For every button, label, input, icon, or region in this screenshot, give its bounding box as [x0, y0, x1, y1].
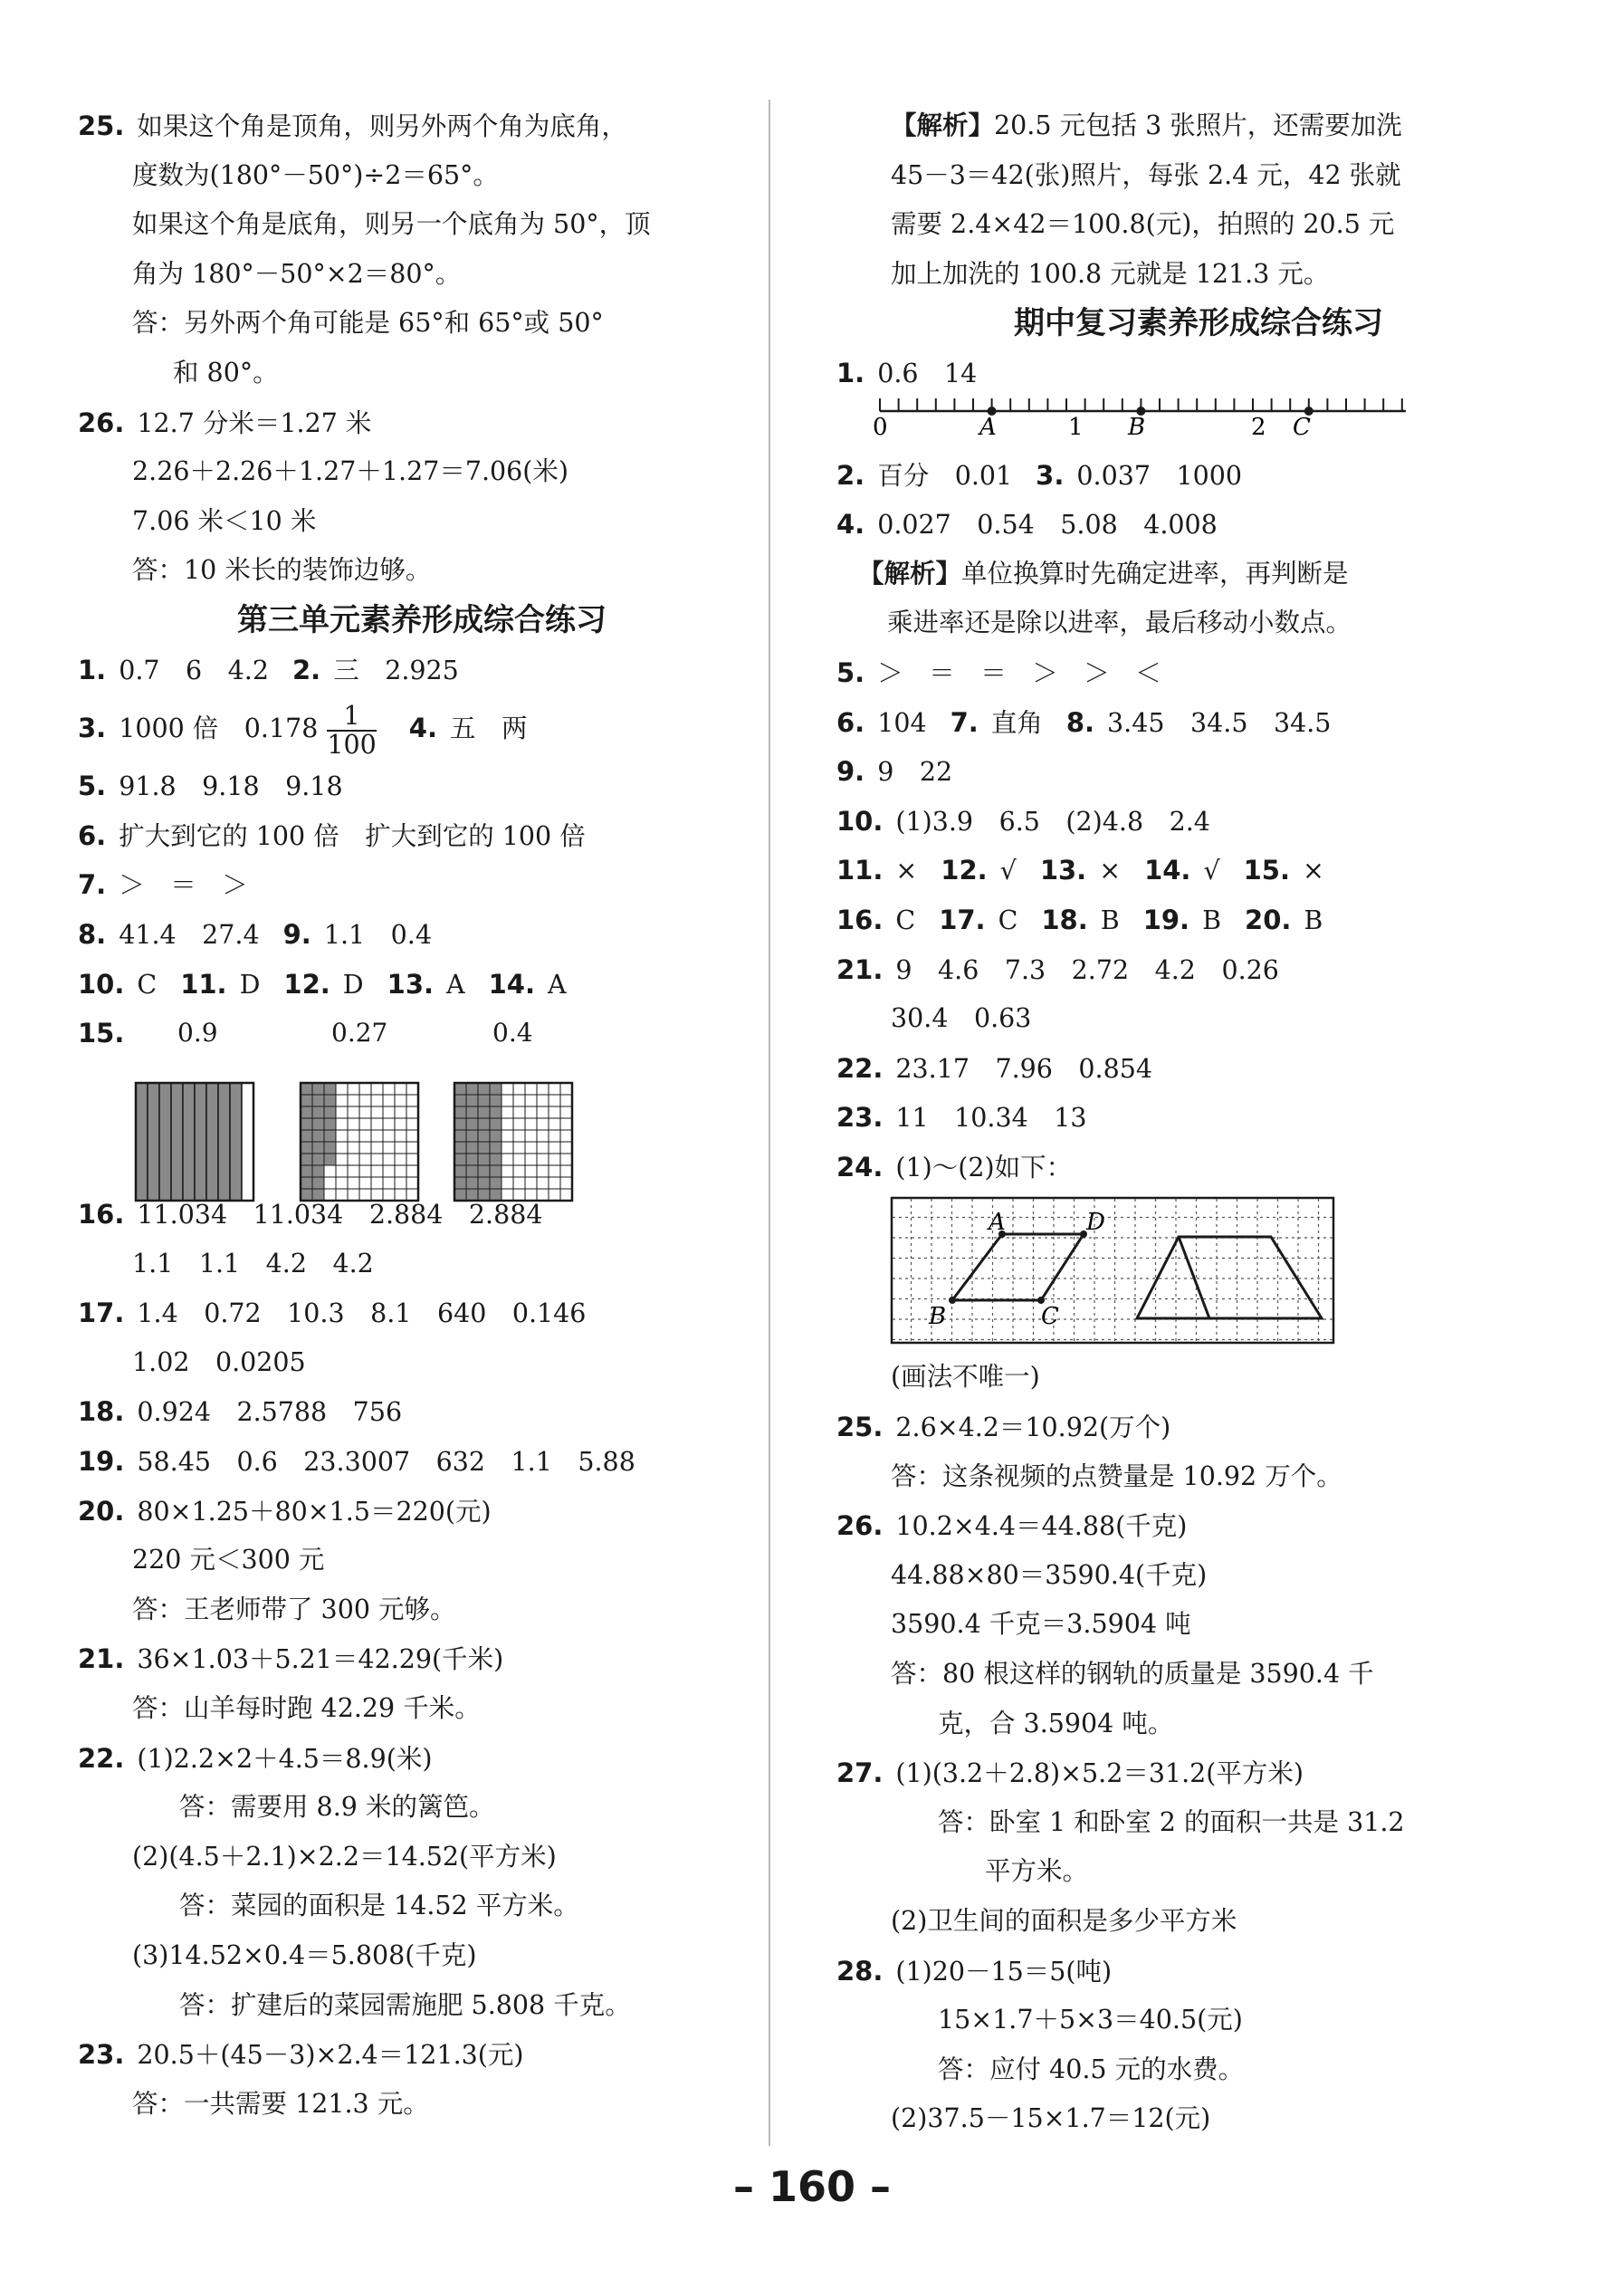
grid-cell — [312, 1118, 324, 1130]
grid-cell — [549, 1177, 560, 1189]
q26-line2: 2.26＋2.26＋1.27＋1.27＝7.06(米) — [132, 456, 569, 487]
grid-cell — [406, 1118, 418, 1130]
grid-cell — [371, 1142, 383, 1154]
grid-cell — [549, 1118, 560, 1130]
grid-cell — [490, 1095, 502, 1106]
grid-cell — [513, 1106, 525, 1118]
grid1-label: 0.9 — [177, 1018, 218, 1049]
b22: 22. 23.17 7.96 0.854 — [836, 1052, 1153, 1084]
grid-cell — [312, 1130, 324, 1142]
grid-cell — [478, 1095, 490, 1106]
axis-label-2: 2 — [1251, 413, 1266, 441]
grid-cell — [312, 1083, 324, 1095]
grid-cell — [466, 1177, 478, 1189]
grid-cell — [336, 1130, 348, 1142]
grid-cell — [490, 1165, 502, 1177]
grid-cell — [502, 1083, 513, 1095]
b25-line1: 25. 2.6×4.2＝10.92(万个) — [836, 1412, 1171, 1443]
ans-22-line3: (2)(4.5＋2.1)×2.2＝14.52(平方米) — [132, 1841, 557, 1872]
grid-strip — [183, 1083, 195, 1201]
grid-cell — [537, 1106, 549, 1118]
decimal-grids — [132, 1083, 675, 1206]
fraction-one-hundredth: $\frac{1}{100}$ — [327, 700, 377, 760]
grid-cell — [560, 1118, 572, 1130]
grid-strip — [171, 1083, 183, 1201]
grid-cell — [466, 1142, 478, 1154]
grid-cell — [301, 1177, 312, 1189]
grid-cell — [312, 1154, 324, 1165]
grid-cell — [371, 1095, 383, 1106]
grid-cell — [406, 1095, 418, 1106]
q25-line6: 和 80°。 — [173, 357, 279, 388]
grid-cell — [525, 1118, 537, 1130]
grid-cell — [502, 1177, 513, 1189]
grid-cell — [312, 1095, 324, 1106]
grid-cell — [359, 1095, 371, 1106]
grid-cell — [395, 1095, 406, 1106]
grid-cell — [324, 1177, 336, 1189]
grid-cell — [537, 1142, 549, 1154]
grid-strip — [206, 1083, 218, 1201]
grid-cell — [324, 1142, 336, 1154]
grid-cell — [466, 1083, 478, 1095]
grid-cell — [324, 1083, 336, 1095]
grid-cell — [371, 1106, 383, 1118]
grid-cell — [549, 1095, 560, 1106]
grid-cell — [466, 1154, 478, 1165]
b25-line2: 答：这条视频的点赞量是 10.92 万个。 — [891, 1460, 1342, 1491]
grid-cell — [395, 1106, 406, 1118]
point-label-b: B — [929, 1303, 947, 1331]
jx23-line2: 45－3＝42(张)照片，每张 2.4 元，42 张就 — [891, 159, 1401, 190]
grid-cell — [502, 1106, 513, 1118]
grid-cell — [301, 1130, 312, 1142]
grid-cell — [371, 1154, 383, 1165]
ans-20-line2: 220 元＜300 元 — [132, 1545, 325, 1575]
grid-cell — [502, 1154, 513, 1165]
b27-line4: (2)卫生间的面积是多少平方米 — [891, 1906, 1237, 1936]
grid-cell — [395, 1130, 406, 1142]
b5: 5. ＞ ＝ ＝ ＞ ＞ ＜ — [836, 656, 1161, 688]
b24-figure — [836, 1192, 1561, 1353]
ans-20-line3: 答：王老师带了 300 元够。 — [132, 1594, 456, 1624]
grid-cell — [359, 1177, 371, 1189]
parallelogram-trapezoid-grid — [891, 1197, 1334, 1344]
b28-line2: 15×1.7＋5×3＝40.5(元) — [938, 2005, 1243, 2035]
grid-cell — [301, 1083, 312, 1095]
grid-cell — [324, 1165, 336, 1177]
grid-strip — [218, 1083, 230, 1201]
grid-cell — [371, 1177, 383, 1189]
grid-cell — [513, 1130, 525, 1142]
grid-cell — [454, 1083, 466, 1095]
grid-frame — [892, 1198, 1333, 1343]
grid-cell — [560, 1165, 572, 1177]
column-divider — [769, 100, 770, 2146]
grid-cell — [301, 1095, 312, 1106]
grid-cell — [348, 1083, 359, 1095]
grid-cell — [383, 1106, 395, 1118]
grid-cell — [549, 1130, 560, 1142]
grid-cell — [383, 1083, 395, 1095]
ans-17-line2: 1.02 0.0205 — [132, 1346, 306, 1377]
grid-cell — [383, 1154, 395, 1165]
grid-cell — [525, 1083, 537, 1095]
grid-cell — [537, 1118, 549, 1130]
grid-cell — [466, 1130, 478, 1142]
grid-cell — [348, 1154, 359, 1165]
decimal-grid — [136, 1083, 253, 1201]
b24-note: (画法不唯一) — [891, 1362, 1040, 1393]
grid-cell — [348, 1177, 359, 1189]
grid-cell — [560, 1142, 572, 1154]
axis-label-b: B — [1128, 413, 1146, 441]
grid-cell — [301, 1106, 312, 1118]
ans-3-4: 3. 1000 倍 0.178 $\frac{1}{100}$ 4. 五 两 — [78, 700, 528, 760]
grid-cell — [371, 1130, 383, 1142]
q25-line5: 答：另外两个角可能是 65°和 65°或 50° — [132, 308, 604, 339]
q25-line1: 25. 如果这个角是顶角，则另外两个角为底角， — [78, 110, 627, 141]
grid-cell — [513, 1118, 525, 1130]
jx23-line1: 【解析】20.5 元包括 3 张照片，还需要加洗 — [891, 110, 1402, 140]
axis-label-0: 0 — [873, 413, 888, 441]
grid-cell — [301, 1154, 312, 1165]
grid-cell — [537, 1130, 549, 1142]
b1: 1. 0.6 14 — [836, 357, 978, 388]
b26-line5: 克，合 3.5904 吨。 — [938, 1708, 1174, 1738]
b4: 4. 0.027 0.54 5.08 4.008 — [836, 509, 1218, 541]
grid-cell — [454, 1106, 466, 1118]
ans-18: 18. 0.924 2.5788 756 — [78, 1396, 403, 1428]
section-heading-midterm: 期中复习素养形成综合练习 — [1014, 305, 1383, 342]
grid-cell — [560, 1130, 572, 1142]
grid-cell — [395, 1142, 406, 1154]
grid-cell — [406, 1083, 418, 1095]
b26-line3: 3590.4 千克＝3.5904 吨 — [891, 1609, 1191, 1640]
grid-cell — [371, 1118, 383, 1130]
grid-cell — [478, 1118, 490, 1130]
grid-cell — [502, 1165, 513, 1177]
b28-line3: 答：应付 40.5 元的水费。 — [938, 2054, 1245, 2084]
grid-cell — [312, 1142, 324, 1154]
grid-cell — [513, 1083, 525, 1095]
grid-cell — [502, 1130, 513, 1142]
grid-cell — [525, 1165, 537, 1177]
grid-cell — [406, 1142, 418, 1154]
grid-cell — [454, 1130, 466, 1142]
b4-jx-line2: 乘进率还是除以进率，最后移动小数点。 — [887, 608, 1352, 638]
grid-cell — [336, 1118, 348, 1130]
grid-cell — [502, 1142, 513, 1154]
grid-cell — [371, 1083, 383, 1095]
b16-20: 16. C 17. C 18. B 19. B 20. B — [836, 904, 1323, 935]
ans-22-line2: 答：需要用 8.9 米的篱笆。 — [179, 1792, 495, 1823]
grid-cell — [324, 1130, 336, 1142]
grid-cell — [537, 1177, 549, 1189]
ans-10-14: 10. C 11. D 12. D 13. A 14. A — [78, 968, 567, 1000]
b23: 23. 11 10.34 13 — [836, 1102, 1087, 1134]
b4-jx-line1: 【解析】单位换算时先确定进率，再判断是 — [858, 558, 1349, 589]
grid-cell — [466, 1095, 478, 1106]
q26-line3: 7.06 米＜10 米 — [132, 505, 317, 536]
grid-cell — [478, 1083, 490, 1095]
decimal-grid — [301, 1083, 418, 1201]
grid-cell — [395, 1118, 406, 1130]
grid-cell — [359, 1083, 371, 1095]
b9: 9. 9 22 — [836, 756, 953, 788]
grid-cell — [336, 1154, 348, 1165]
grid-cell — [383, 1130, 395, 1142]
ans-23-line1: 23. 20.5＋(45－3)×2.4＝121.3(元) — [78, 2039, 524, 2071]
ans-6: 6. 扩大到它的 100 倍 扩大到它的 100 倍 — [78, 819, 586, 851]
grid-cell — [359, 1118, 371, 1130]
grid-strip — [136, 1083, 148, 1201]
jx23-line4: 加上加洗的 100.8 元就是 121.3 元。 — [891, 258, 1330, 289]
point-label-d: D — [1086, 1209, 1105, 1237]
grid-cell — [490, 1142, 502, 1154]
grid-cell — [513, 1177, 525, 1189]
grid-cell — [359, 1154, 371, 1165]
grid-cell — [513, 1095, 525, 1106]
b21-line1: 21. 9 4.6 7.3 2.72 4.2 0.26 — [836, 953, 1279, 985]
grid-cell — [336, 1177, 348, 1189]
grid-cell — [348, 1118, 359, 1130]
grid-strip — [159, 1083, 171, 1201]
ans-22-line1: 22. (1)2.2×2＋4.5＝8.9(米) — [78, 1742, 433, 1774]
grid-cell — [454, 1095, 466, 1106]
grid-cell — [348, 1165, 359, 1177]
grid-cell — [336, 1095, 348, 1106]
grid-cell — [395, 1154, 406, 1165]
grid-cell — [537, 1154, 549, 1165]
b24: 24. (1)～(2)如下： — [836, 1151, 1073, 1183]
grid-cell — [312, 1106, 324, 1118]
grid-cell — [454, 1142, 466, 1154]
grid-cell — [348, 1130, 359, 1142]
grid-cell — [324, 1095, 336, 1106]
grid-cell — [454, 1154, 466, 1165]
grid-strip — [242, 1083, 253, 1201]
ans-7: 7. ＞ ＝ ＞ — [78, 869, 248, 901]
grid-cell — [513, 1154, 525, 1165]
ans-22-line5: (3)14.52×0.4＝5.808(千克) — [132, 1940, 477, 1970]
ans-16-line2: 1.1 1.1 4.2 4.2 — [132, 1248, 374, 1278]
grid-cell — [525, 1142, 537, 1154]
b27-line3: 平方米。 — [985, 1856, 1089, 1887]
number-line — [836, 398, 1561, 451]
grid-cell — [560, 1083, 572, 1095]
grid-cell — [525, 1130, 537, 1142]
b26-line2: 44.88×80＝3590.4(千克) — [891, 1559, 1208, 1590]
grid-cell — [466, 1118, 478, 1130]
grid-cell — [324, 1154, 336, 1165]
grid-cell — [359, 1165, 371, 1177]
grid-cell — [301, 1165, 312, 1177]
b26-line1: 26. 10.2×4.4＝44.88(千克) — [836, 1510, 1188, 1542]
grid-cell — [478, 1142, 490, 1154]
jx23-line3: 需要 2.4×42＝100.8(元)，拍照的 20.5 元 — [891, 209, 1395, 240]
ans-16-line1: 16. 11.034 11.034 2.884 2.884 — [78, 1199, 543, 1230]
ans-19: 19. 58.45 0.6 23.3007 632 1.1 5.88 — [78, 1446, 635, 1478]
grid-cell — [549, 1154, 560, 1165]
axis-label-1: 1 — [1068, 413, 1084, 441]
grid-cell — [324, 1106, 336, 1118]
grid-cell — [348, 1142, 359, 1154]
grid-cell — [324, 1118, 336, 1130]
grid-strip — [148, 1083, 159, 1201]
ans-21-line1: 21. 36×1.03＋5.21＝42.29(千米) — [78, 1643, 504, 1675]
grid-cell — [513, 1142, 525, 1154]
q25-line4: 角为 180°－50°×2＝80°。 — [132, 258, 462, 289]
grid-cell — [549, 1165, 560, 1177]
ans-20-line1: 20. 80×1.25＋80×1.5＝220(元) — [78, 1495, 492, 1527]
grid-cell — [478, 1130, 490, 1142]
ans-21-line2: 答：山羊每时跑 42.29 千米。 — [132, 1693, 481, 1724]
b21-line2: 30.4 0.63 — [891, 1003, 1032, 1034]
grid-cell — [406, 1165, 418, 1177]
grid-cell — [371, 1165, 383, 1177]
b6-8: 6. 104 7. 直角 8. 3.45 34.5 34.5 — [836, 706, 1332, 738]
grid-strip — [230, 1083, 242, 1201]
q26-line1: 26. 12.7 分米＝1.27 米 — [78, 407, 372, 438]
grid-cell — [406, 1154, 418, 1165]
grid-cell — [560, 1106, 572, 1118]
grid-cell — [490, 1130, 502, 1142]
b11-15: 11. × 12. √ 13. × 14. √ 15. × — [836, 855, 1324, 886]
grid-cell — [560, 1154, 572, 1165]
grid-cell — [406, 1177, 418, 1189]
axis-label-a: A — [979, 413, 997, 441]
grid-cell — [348, 1106, 359, 1118]
grid-cell — [525, 1106, 537, 1118]
grid-cell — [466, 1165, 478, 1177]
grid-cell — [301, 1118, 312, 1130]
b27-line2: 答：卧室 1 和卧室 2 的面积一共是 31.2 — [938, 1806, 1405, 1837]
grid-cell — [301, 1142, 312, 1154]
grid-cell — [454, 1177, 466, 1189]
ans-1-2: 1. 0.7 6 4.2 2. 三 2.925 — [78, 654, 459, 685]
right-column — [836, 101, 1561, 2144]
q25-line3: 如果这个角是底角，则另一个底角为 50°，顶 — [132, 209, 651, 240]
ans-22-line4: 答：菜园的面积是 14.52 平方米。 — [179, 1891, 579, 1921]
grid-cell — [537, 1083, 549, 1095]
grid-cell — [383, 1142, 395, 1154]
q25-line2: 度数为(180°－50°)÷2＝65°。 — [132, 159, 499, 190]
grid-cell — [466, 1106, 478, 1118]
grid-cell — [537, 1165, 549, 1177]
b10: 10. (1)3.9 6.5 (2)4.8 2.4 — [836, 805, 1210, 837]
point-label-a: A — [989, 1209, 1006, 1237]
grid-cell — [525, 1095, 537, 1106]
left-column — [78, 101, 766, 2129]
grid-cell — [560, 1177, 572, 1189]
grid-cell — [395, 1165, 406, 1177]
grid-cell — [490, 1154, 502, 1165]
grid-cell — [525, 1154, 537, 1165]
ans-15-block: 15. 0.9 0.27 0.4 — [78, 1009, 766, 1190]
ans-22-line6: 答：扩建后的菜园需施肥 5.808 千克。 — [179, 1989, 631, 2020]
grid-cell — [513, 1165, 525, 1177]
grid-cell — [395, 1177, 406, 1189]
grid-cell — [549, 1142, 560, 1154]
grid-strip — [195, 1083, 206, 1201]
grid-cell — [336, 1142, 348, 1154]
grid-cell — [406, 1130, 418, 1142]
b26-line4: 答：80 根这样的钢轨的质量是 3590.4 千 — [891, 1659, 1374, 1690]
grid-cell — [359, 1130, 371, 1142]
grid-cell — [359, 1142, 371, 1154]
grid-cell — [312, 1165, 324, 1177]
grid-cell — [359, 1106, 371, 1118]
axis-label-c: C — [1293, 413, 1311, 441]
grid2-label: 0.27 — [331, 1018, 388, 1049]
grid-cell — [454, 1165, 466, 1177]
decimal-grid — [454, 1083, 572, 1201]
ans-5: 5. 91.8 9.18 9.18 — [78, 771, 343, 802]
page-number: – 160 – — [732, 2162, 892, 2211]
grid-cell — [549, 1083, 560, 1095]
b27-line1: 27. (1)(3.2＋2.8)×5.2＝31.2(平方米) — [836, 1757, 1304, 1789]
grid-cell — [502, 1095, 513, 1106]
grid-cell — [490, 1177, 502, 1189]
grid-cell — [336, 1083, 348, 1095]
point-label-c: C — [1041, 1303, 1059, 1331]
grid-cell — [478, 1154, 490, 1165]
grid-cell — [383, 1165, 395, 1177]
b28-line1: 28. (1)20－15＝5(吨) — [836, 1955, 1113, 1987]
grid-cell — [478, 1165, 490, 1177]
b28-line4: (2)37.5－15×1.7＝12(元) — [891, 2103, 1211, 2134]
grid-cell — [336, 1165, 348, 1177]
grid-cell — [537, 1095, 549, 1106]
grid-cell — [406, 1106, 418, 1118]
grid-cell — [383, 1095, 395, 1106]
grid3-label: 0.4 — [492, 1018, 533, 1049]
grid-cell — [490, 1083, 502, 1095]
grid-cell — [348, 1095, 359, 1106]
grid-cell — [383, 1177, 395, 1189]
grid-cell — [478, 1106, 490, 1118]
grid-cell — [383, 1118, 395, 1130]
ans-23-line2: 答：一共需要 121.3 元。 — [132, 2088, 429, 2119]
grid-cell — [336, 1106, 348, 1118]
grid-cell — [312, 1177, 324, 1189]
q26-line4: 答：10 米长的装饰边够。 — [132, 555, 432, 586]
grid-cell — [502, 1118, 513, 1130]
grid-cell — [525, 1177, 537, 1189]
ans-8-9: 8. 41.4 27.4 9. 1.1 0.4 — [78, 918, 432, 950]
grid-cell — [395, 1083, 406, 1095]
grid-cell — [478, 1177, 490, 1189]
grid-cell — [490, 1118, 502, 1130]
grid-cell — [560, 1095, 572, 1106]
b2-3: 2. 百分 0.01 3. 0.037 1000 — [836, 459, 1242, 491]
section-heading-unit3: 第三单元素养形成综合练习 — [237, 601, 607, 638]
grid-cell — [454, 1118, 466, 1130]
ans-17-line1: 17. 1.4 0.72 10.3 8.1 640 0.146 — [78, 1297, 587, 1329]
grid-cell — [490, 1106, 502, 1118]
grid-cell — [549, 1106, 560, 1118]
